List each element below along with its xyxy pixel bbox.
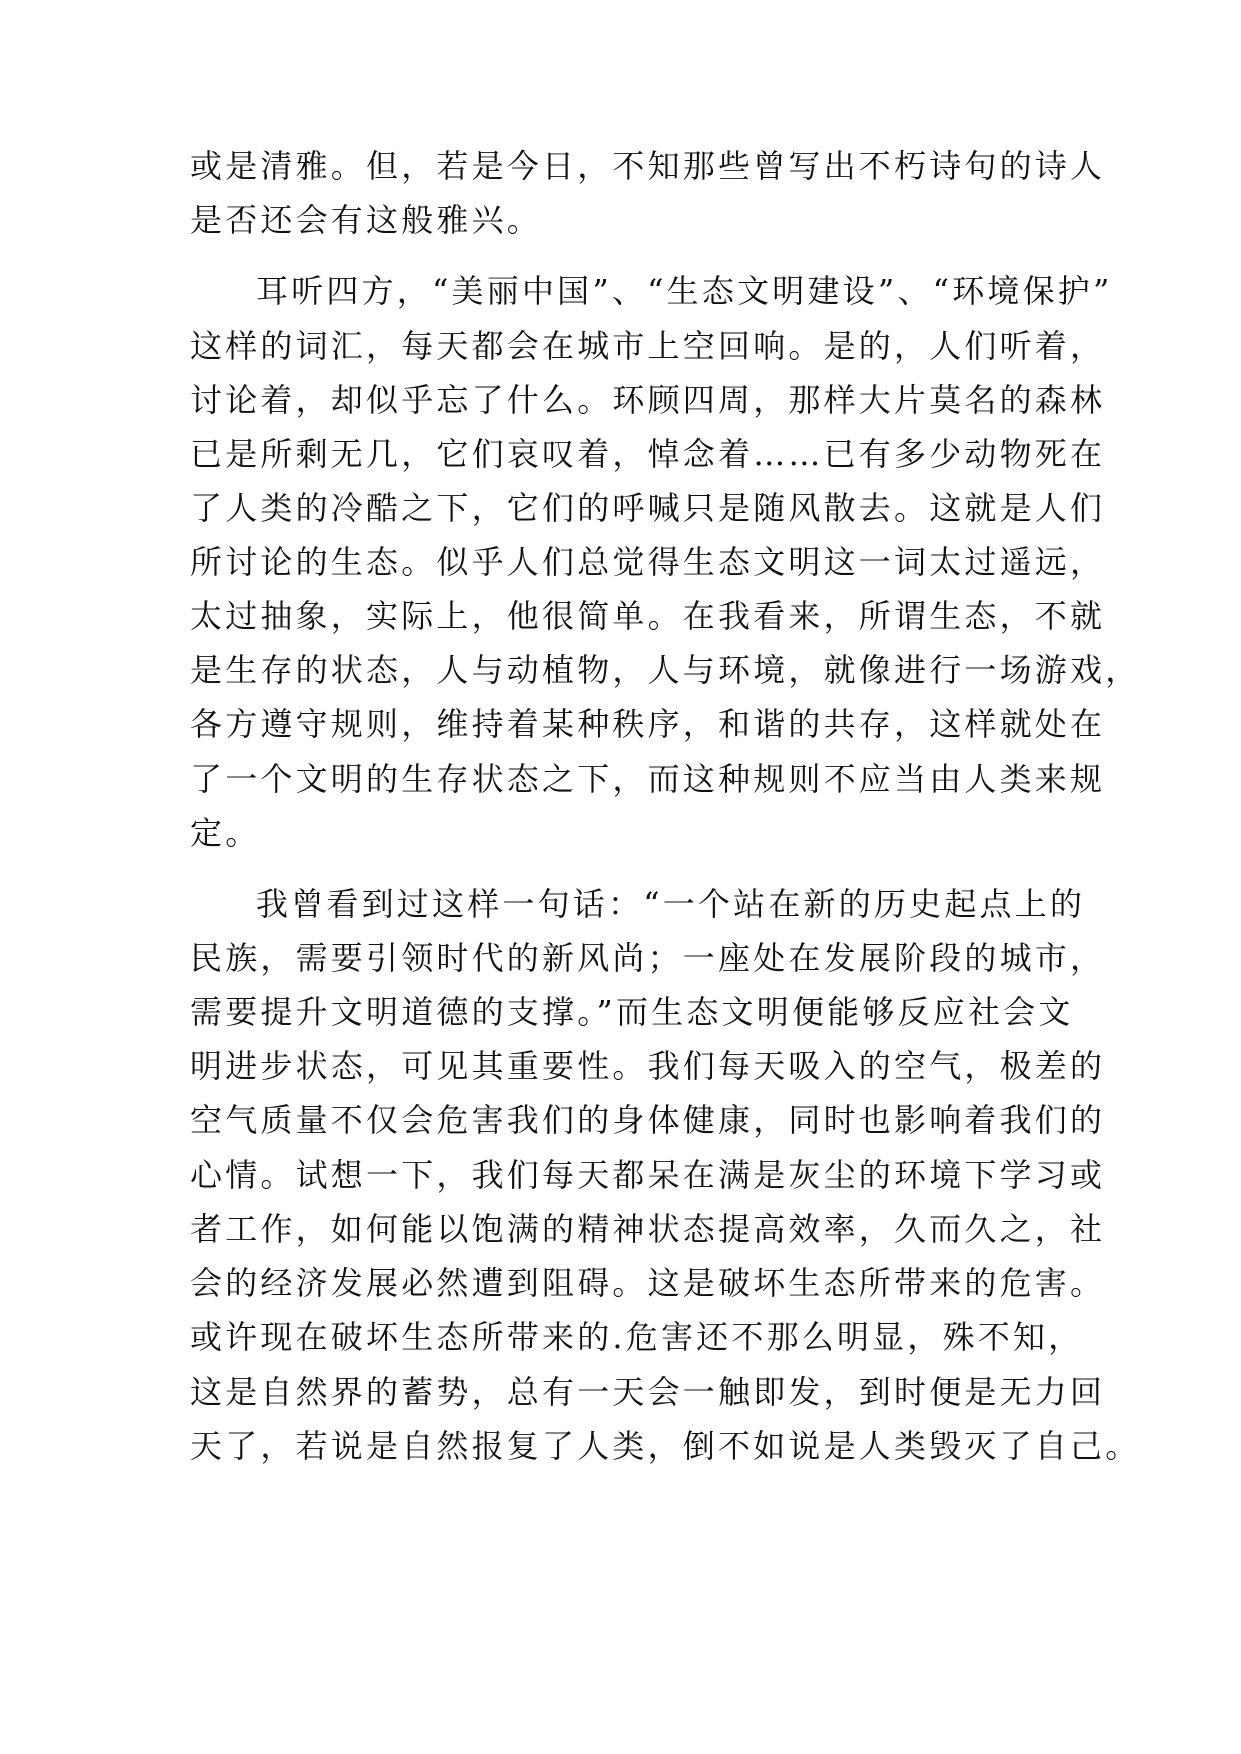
text-line: 心情。试想一下，我们每天都呆在满是灰尘的环境下学习或	[190, 1156, 1106, 1194]
text-line: 会的经济发展必然遭到阻碍。这是破坏生态所带来的危害。	[190, 1264, 1106, 1302]
text-line: 是生存的状态，人与动植物，人与环境，就像进行一场游戏，	[190, 651, 1141, 689]
text-line: 明进步状态，可见其重要性。我们每天吸入的空气，极差的	[190, 1047, 1106, 1085]
text-line: 太过抽象，实际上，他很简单。在我看来，所谓生态，不就	[190, 597, 1106, 635]
text-line: 是否还会有这般雅兴。	[190, 201, 543, 239]
text-line: 定。	[190, 814, 261, 852]
text-line: 天了，若说是自然报复了人类，倒不如说是人类毁灭了自己。	[190, 1427, 1141, 1465]
text-line: 所讨论的生态。似乎人们总觉得生态文明这一词太过遥远，	[190, 543, 1106, 581]
text-line: 讨论着，却似乎忘了什么。环顾四周，那样大片莫名的森林	[190, 381, 1106, 419]
text-line: 这样的词汇，每天都会在城市上空回响。是的，人们听着，	[190, 327, 1106, 365]
text-line: 需要提升文明道德的支撑。”而生态文明便能够反应社会文	[190, 993, 1074, 1031]
text-line: 空气质量不仅会危害我们的身体健康，同时也影响着我们的	[190, 1101, 1106, 1139]
text-line: 民族，需要引领时代的新风尚；一座处在发展阶段的城市，	[190, 939, 1106, 977]
paragraph-first-line: 耳听四方，“美丽中国”、“生态文明建设”、“环境保护”	[256, 272, 1113, 310]
text-line: 了一个文明的生存状态之下，而这种规则不应当由人类来规	[190, 760, 1106, 798]
text-line: 或许现在破坏生态所带来的.危害还不那么明显，殊不知，	[190, 1318, 1084, 1356]
text-line: 者工作，如何能以饱满的精神状态提高效率，久而久之，社	[190, 1210, 1106, 1248]
text-line: 这是自然界的蓄势，总有一天会一触即发，到时便是无力回	[190, 1373, 1106, 1411]
text-line: 已是所剩无几，它们哀叹着，悼念着……已有多少动物死在	[190, 435, 1106, 473]
text-line: 各方遵守规则，维持着某种秩序，和谐的共存，这样就处在	[190, 705, 1106, 743]
paragraph-first-line: 我曾看到过这样一句话：“一个站在新的历史起点上的	[256, 885, 1086, 923]
text-line: 或是清雅。但，若是今日，不知那些曾写出不朽诗句的诗人	[190, 147, 1106, 185]
text-line: 了人类的冷酷之下，它们的呼喊只是随风散去。这就是人们	[190, 489, 1106, 527]
